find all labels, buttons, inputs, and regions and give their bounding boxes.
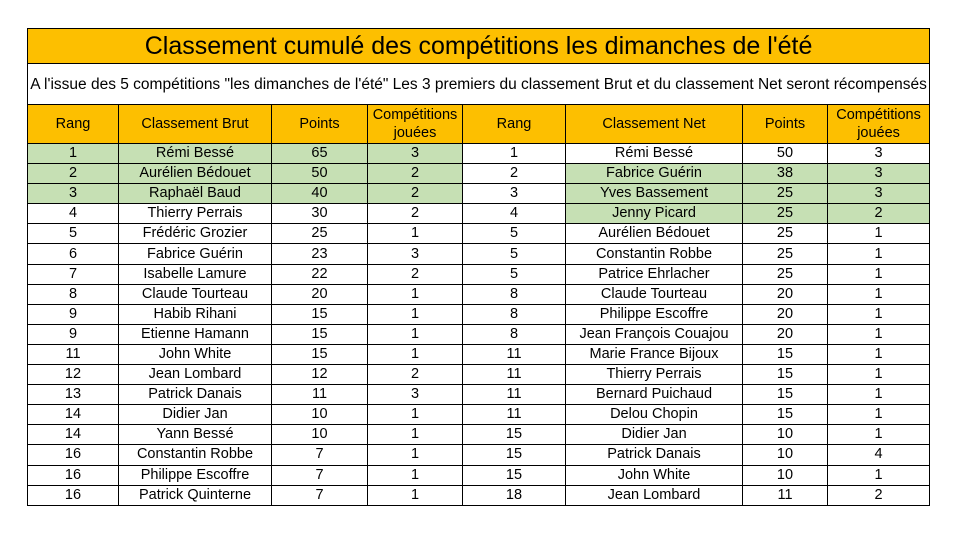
net-competitions-cell: 2 <box>828 204 930 224</box>
brut-rang-cell: 12 <box>28 365 119 385</box>
net-competitions-cell: 1 <box>828 425 930 445</box>
brut-competitions-cell: 1 <box>368 224 463 244</box>
table-row <box>28 344 930 364</box>
brut-points-cell: 15 <box>272 324 368 344</box>
net-points-cell: 25 <box>743 204 828 224</box>
brut-name-cell: Thierry Perrais <box>119 204 272 224</box>
net-competitions-cell: 1 <box>828 365 930 385</box>
brut-points-cell: 11 <box>272 385 368 405</box>
net-competitions-cell: 1 <box>828 264 930 284</box>
header-classement-brut: Classement Brut <box>119 105 272 144</box>
net-rang-cell: 11 <box>463 405 566 425</box>
net-competitions-cell: 3 <box>828 164 930 184</box>
brut-competitions-cell: 1 <box>368 445 463 465</box>
net-name-cell: Patrice Ehrlacher <box>566 264 743 284</box>
brut-points-cell: 40 <box>272 184 368 204</box>
net-name-cell: Yves Bassement <box>566 184 743 204</box>
brut-points-cell: 30 <box>272 204 368 224</box>
brut-competitions-cell: 1 <box>368 405 463 425</box>
net-competitions-cell: 1 <box>828 385 930 405</box>
table-row <box>28 284 930 304</box>
brut-competitions-cell: 3 <box>368 244 463 264</box>
brut-competitions-cell: 2 <box>368 365 463 385</box>
net-points-cell: 15 <box>743 405 828 425</box>
net-rang-cell: 11 <box>463 365 566 385</box>
table-row <box>28 485 930 505</box>
net-points-cell: 20 <box>743 284 828 304</box>
table-row <box>28 164 930 184</box>
brut-competitions-cell: 1 <box>368 425 463 445</box>
table-row <box>28 365 930 385</box>
brut-name-cell: Aurélien Bédouet <box>119 164 272 184</box>
table-row <box>28 465 930 485</box>
net-name-cell: Constantin Robbe <box>566 244 743 264</box>
net-rang-cell: 5 <box>463 224 566 244</box>
net-name-cell: Jean François Couajou <box>566 324 743 344</box>
net-name-cell: Delou Chopin <box>566 405 743 425</box>
brut-competitions-cell: 1 <box>368 485 463 505</box>
header-rang-brut: Rang <box>28 105 119 144</box>
brut-rang-cell: 8 <box>28 284 119 304</box>
brut-points-cell: 65 <box>272 144 368 164</box>
brut-name-cell: Claude Tourteau <box>119 284 272 304</box>
net-points-cell: 50 <box>743 144 828 164</box>
table-row <box>28 445 930 465</box>
brut-points-cell: 7 <box>272 485 368 505</box>
net-points-cell: 25 <box>743 264 828 284</box>
brut-name-cell: Fabrice Guérin <box>119 244 272 264</box>
net-points-cell: 20 <box>743 304 828 324</box>
net-name-cell: Claude Tourteau <box>566 284 743 304</box>
brut-rang-cell: 7 <box>28 264 119 284</box>
brut-rang-cell: 2 <box>28 164 119 184</box>
net-rang-cell: 11 <box>463 385 566 405</box>
brut-rang-cell: 9 <box>28 304 119 324</box>
net-competitions-cell: 2 <box>828 485 930 505</box>
brut-competitions-cell: 2 <box>368 264 463 284</box>
net-name-cell: Jenny Picard <box>566 204 743 224</box>
brut-points-cell: 25 <box>272 224 368 244</box>
net-points-cell: 10 <box>743 425 828 445</box>
brut-points-cell: 15 <box>272 344 368 364</box>
brut-rang-cell: 16 <box>28 485 119 505</box>
net-name-cell: Didier Jan <box>566 425 743 445</box>
sheet-subtitle: A l'issue des 5 compétitions "les dimanches de l'été" Les 3 premiers du classement Brut et du classement Net seront récompensés <box>28 64 930 105</box>
net-rang-cell: 8 <box>463 284 566 304</box>
net-rang-cell: 5 <box>463 244 566 264</box>
header-row <box>28 105 930 144</box>
net-points-cell: 25 <box>743 244 828 264</box>
table-row <box>28 184 930 204</box>
brut-rang-cell: 16 <box>28 445 119 465</box>
brut-points-cell: 12 <box>272 365 368 385</box>
table-row <box>28 304 930 324</box>
sheet-title: Classement cumulé des compétitions les dimanches de l'été <box>28 29 930 64</box>
brut-name-cell: Rémi Bessé <box>119 144 272 164</box>
brut-rang-cell: 5 <box>28 224 119 244</box>
brut-name-cell: Patrick Quinterne <box>119 485 272 505</box>
net-name-cell: Jean Lombard <box>566 485 743 505</box>
net-points-cell: 20 <box>743 324 828 344</box>
net-points-cell: 38 <box>743 164 828 184</box>
table-row <box>28 425 930 445</box>
header-points-brut: Points <box>272 105 368 144</box>
net-rang-cell: 4 <box>463 204 566 224</box>
table-row <box>28 264 930 284</box>
brut-rang-cell: 1 <box>28 144 119 164</box>
net-rang-cell: 8 <box>463 304 566 324</box>
net-points-cell: 10 <box>743 445 828 465</box>
net-rang-cell: 15 <box>463 425 566 445</box>
net-points-cell: 11 <box>743 485 828 505</box>
net-competitions-cell: 1 <box>828 284 930 304</box>
net-rang-cell: 15 <box>463 445 566 465</box>
net-competitions-cell: 1 <box>828 405 930 425</box>
net-rang-cell: 15 <box>463 465 566 485</box>
net-name-cell: Patrick Danais <box>566 445 743 465</box>
net-competitions-cell: 1 <box>828 324 930 344</box>
brut-points-cell: 7 <box>272 465 368 485</box>
net-name-cell: Philippe Escoffre <box>566 304 743 324</box>
net-competitions-cell: 1 <box>828 344 930 364</box>
brut-points-cell: 23 <box>272 244 368 264</box>
net-points-cell: 25 <box>743 184 828 204</box>
brut-rang-cell: 14 <box>28 405 119 425</box>
net-rang-cell: 1 <box>463 144 566 164</box>
table-row <box>28 144 930 164</box>
net-rang-cell: 11 <box>463 344 566 364</box>
brut-name-cell: Raphaël Baud <box>119 184 272 204</box>
net-competitions-cell: 4 <box>828 445 930 465</box>
table-row <box>28 324 930 344</box>
net-competitions-cell: 1 <box>828 465 930 485</box>
brut-competitions-cell: 1 <box>368 324 463 344</box>
header-classement-net: Classement Net <box>566 105 743 144</box>
table-row <box>28 224 930 244</box>
brut-competitions-cell: 2 <box>368 204 463 224</box>
brut-name-cell: Constantin Robbe <box>119 445 272 465</box>
brut-rang-cell: 4 <box>28 204 119 224</box>
net-competitions-cell: 1 <box>828 224 930 244</box>
brut-name-cell: John White <box>119 344 272 364</box>
ranking-table <box>27 28 930 506</box>
net-competitions-cell: 1 <box>828 304 930 324</box>
table-row <box>28 204 930 224</box>
brut-name-cell: Habib Rihani <box>119 304 272 324</box>
net-name-cell: Bernard Puichaud <box>566 385 743 405</box>
brut-name-cell: Didier Jan <box>119 405 272 425</box>
brut-name-cell: Philippe Escoffre <box>119 465 272 485</box>
brut-competitions-cell: 2 <box>368 164 463 184</box>
brut-name-cell: Frédéric Grozier <box>119 224 272 244</box>
table-row <box>28 405 930 425</box>
brut-rang-cell: 6 <box>28 244 119 264</box>
header-points-net: Points <box>743 105 828 144</box>
net-name-cell: Rémi Bessé <box>566 144 743 164</box>
brut-competitions-cell: 3 <box>368 144 463 164</box>
net-points-cell: 25 <box>743 224 828 244</box>
brut-points-cell: 22 <box>272 264 368 284</box>
net-rang-cell: 18 <box>463 485 566 505</box>
net-name-cell: John White <box>566 465 743 485</box>
header-competitions-net: Compétitions jouées <box>828 105 930 144</box>
table-row <box>28 385 930 405</box>
table-row <box>28 244 930 264</box>
brut-rang-cell: 3 <box>28 184 119 204</box>
brut-competitions-cell: 2 <box>368 184 463 204</box>
net-rang-cell: 2 <box>463 164 566 184</box>
brut-points-cell: 50 <box>272 164 368 184</box>
header-competitions-brut: Compétitions jouées <box>368 105 463 144</box>
brut-points-cell: 20 <box>272 284 368 304</box>
brut-points-cell: 15 <box>272 304 368 324</box>
net-competitions-cell: 3 <box>828 184 930 204</box>
net-competitions-cell: 3 <box>828 144 930 164</box>
net-rang-cell: 8 <box>463 324 566 344</box>
brut-competitions-cell: 1 <box>368 465 463 485</box>
brut-name-cell: Patrick Danais <box>119 385 272 405</box>
net-name-cell: Aurélien Bédouet <box>566 224 743 244</box>
brut-competitions-cell: 1 <box>368 344 463 364</box>
net-rang-cell: 5 <box>463 264 566 284</box>
brut-rang-cell: 9 <box>28 324 119 344</box>
brut-name-cell: Yann Bessé <box>119 425 272 445</box>
brut-name-cell: Jean Lombard <box>119 365 272 385</box>
net-rang-cell: 3 <box>463 184 566 204</box>
brut-points-cell: 10 <box>272 405 368 425</box>
brut-points-cell: 10 <box>272 425 368 445</box>
brut-name-cell: Isabelle Lamure <box>119 264 272 284</box>
net-name-cell: Thierry Perrais <box>566 365 743 385</box>
brut-name-cell: Etienne Hamann <box>119 324 272 344</box>
net-points-cell: 15 <box>743 365 828 385</box>
net-points-cell: 10 <box>743 465 828 485</box>
header-rang-net: Rang <box>463 105 566 144</box>
net-points-cell: 15 <box>743 344 828 364</box>
brut-rang-cell: 11 <box>28 344 119 364</box>
net-points-cell: 15 <box>743 385 828 405</box>
brut-points-cell: 7 <box>272 445 368 465</box>
net-competitions-cell: 1 <box>828 244 930 264</box>
net-name-cell: Fabrice Guérin <box>566 164 743 184</box>
net-name-cell: Marie France Bijoux <box>566 344 743 364</box>
brut-competitions-cell: 3 <box>368 385 463 405</box>
brut-competitions-cell: 1 <box>368 284 463 304</box>
brut-rang-cell: 13 <box>28 385 119 405</box>
brut-rang-cell: 14 <box>28 425 119 445</box>
brut-competitions-cell: 1 <box>368 304 463 324</box>
brut-rang-cell: 16 <box>28 465 119 485</box>
